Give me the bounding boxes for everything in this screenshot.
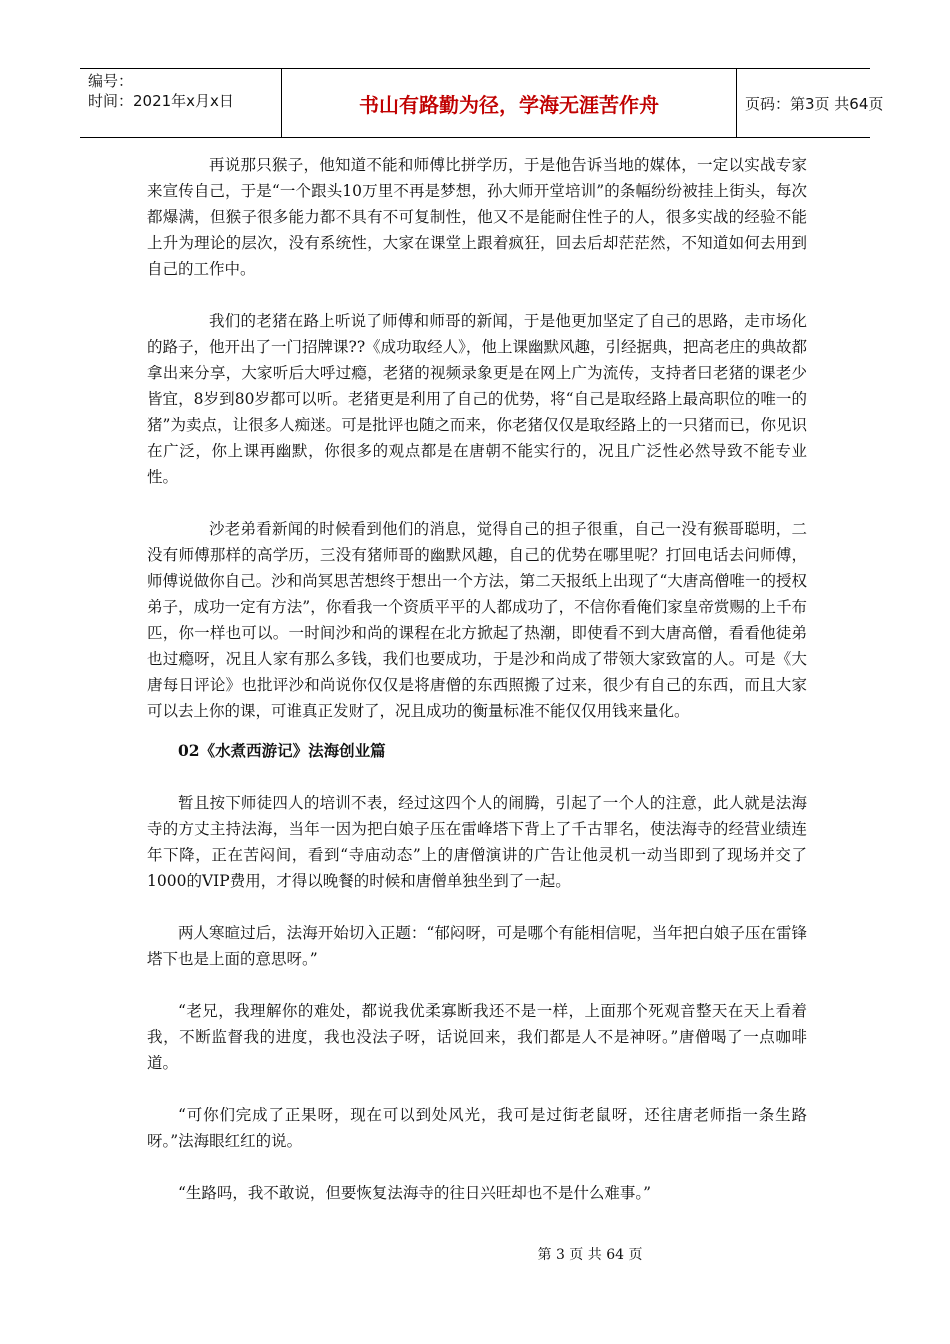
number-label: 编号：	[88, 72, 134, 90]
section-heading: 02《水煮西游记》法海创业篇	[178, 741, 386, 760]
page-header	[80, 68, 884, 138]
page-footer: 第 3 页 共 64 页	[537, 1247, 643, 1263]
paragraph-dialogue-4: “生路吗，我不敢说，但要恢复法海寺的往日兴旺却也不是什么难事。”	[178, 1184, 652, 1202]
paragraph-monkey: 再说那只猴子，他知道不能和师傅比拼学历，于是他告诉当地的媒体，一定以实战专家来宣传自己，于是“一个跟头10万里不再是梦想，孙大师开堂培训”的条幅纷纷被挂上街头，每次都爆满，但猴子很多能力都不具有不可复制性，他又不是能耐住性子的人，很多实战的经验不能上升为理论的层次，没有系统性，大家在课堂上跟着疯狂，回去后却茫茫然，不知道如何去用到自己的工作中。	[147, 156, 807, 278]
paragraph-pig: 我们的老猪在路上听说了师傅和师哥的新闻，于是他更加坚定了自己的思路，走市场化的路子，他开出了一门招牌课??《成功取经人》，他上课幽默风趣，引经据典，把高老庄的典故都拿出来分享，大家听后大呼过瘾，老猪的视频录象更是在网上广为流传，支持者曰老猪的课老少皆宜，8岁到80岁都可以听。老猪更是利用了自己的优势，将“自己是取经路上最高职位的唯一的猪”为卖点，让很多人痴迷。可是批评也随之而来，你老猪仅仅是取经路上的一只猪而已，你见识在广泛，你上课再幽默，你很多的观点都是在唐朝不能实行的，况且广泛性必然导致不能专业性。	[147, 312, 807, 486]
header-meta	[80, 69, 282, 137]
paragraph-fahai-intro: 暂且按下师徒四人的培训不表，经过这四个人的闹腾，引起了一个人的注意，此人就是法海寺的方丈主持法海，当年一因为把白娘子压在雷峰塔下背上了千古罪名，使法海寺的经营业绩连年下降，正在苦闷间，看到“寺庙动态”上的唐僧演讲的广告让他灵机一动当即到了现场并交了1000的VIP费用，才得以晚餐的时候和唐僧单独坐到了一起。	[147, 794, 807, 890]
paragraph-dialogue-3: “可你们完成了正果呀，现在可以到处风光，我可是过街老鼠呀，还往唐老师指一条生路呀。”法海眼红红的说。	[147, 1106, 807, 1150]
header-motto: 书山有路勤为径，学海无涯苦作舟	[282, 69, 737, 137]
time-label: 时间：2021年x月x日	[88, 92, 234, 110]
paragraph-dialogue-2: “老兄，我理解你的难处，都说我优柔寡断我还不是一样，上面那个死观音整天在天上看着我，不断监督我的进度，我也没法子呀，话说回来，我们都是人不是神呀。”唐僧喝了一点咖啡道。	[147, 1002, 807, 1072]
header-page-info: 页码：第3页 共64页	[745, 94, 884, 113]
document-body	[147, 152, 807, 1232]
paragraph-sha: 沙老弟看新闻的时候看到他们的消息，觉得自己的担子很重，自己一没有猴哥聪明，二没有师傅那样的高学历，三没有猪师哥的幽默风趣，自己的优势在哪里呢？打回电话去问师傅，师傅说做你自己。沙和尚冥思苦想终于想出一个方法，第二天报纸上出现了“大唐高僧唯一的授权弟子，成功一定有方法”，你看我一个资质平平的人都成功了，不信你看俺们家皇帝赏赐的上千布匹，你一样也可以。一时间沙和尚的课程在北方掀起了热潮，即使看不到大唐高僧，看看他徒弟也过瘾呀，况且人家有那么多钱，我们也要成功，于是沙和尚成了带领大家致富的人。可是《大唐每日评论》也批评沙和尚说你仅仅是将唐僧的东西照搬了过来，很少有自己的东西，而且大家可以去上你的课，可谁真正发财了，况且成功的衡量标准不能仅仅用钱来量化。	[147, 520, 807, 720]
paragraph-dialogue-1: 两人寒暄过后，法海开始切入正题：“郁闷呀，可是哪个有能相信呢，当年把白娘子压在雷锋塔下也是上面的意思呀。”	[147, 924, 807, 968]
